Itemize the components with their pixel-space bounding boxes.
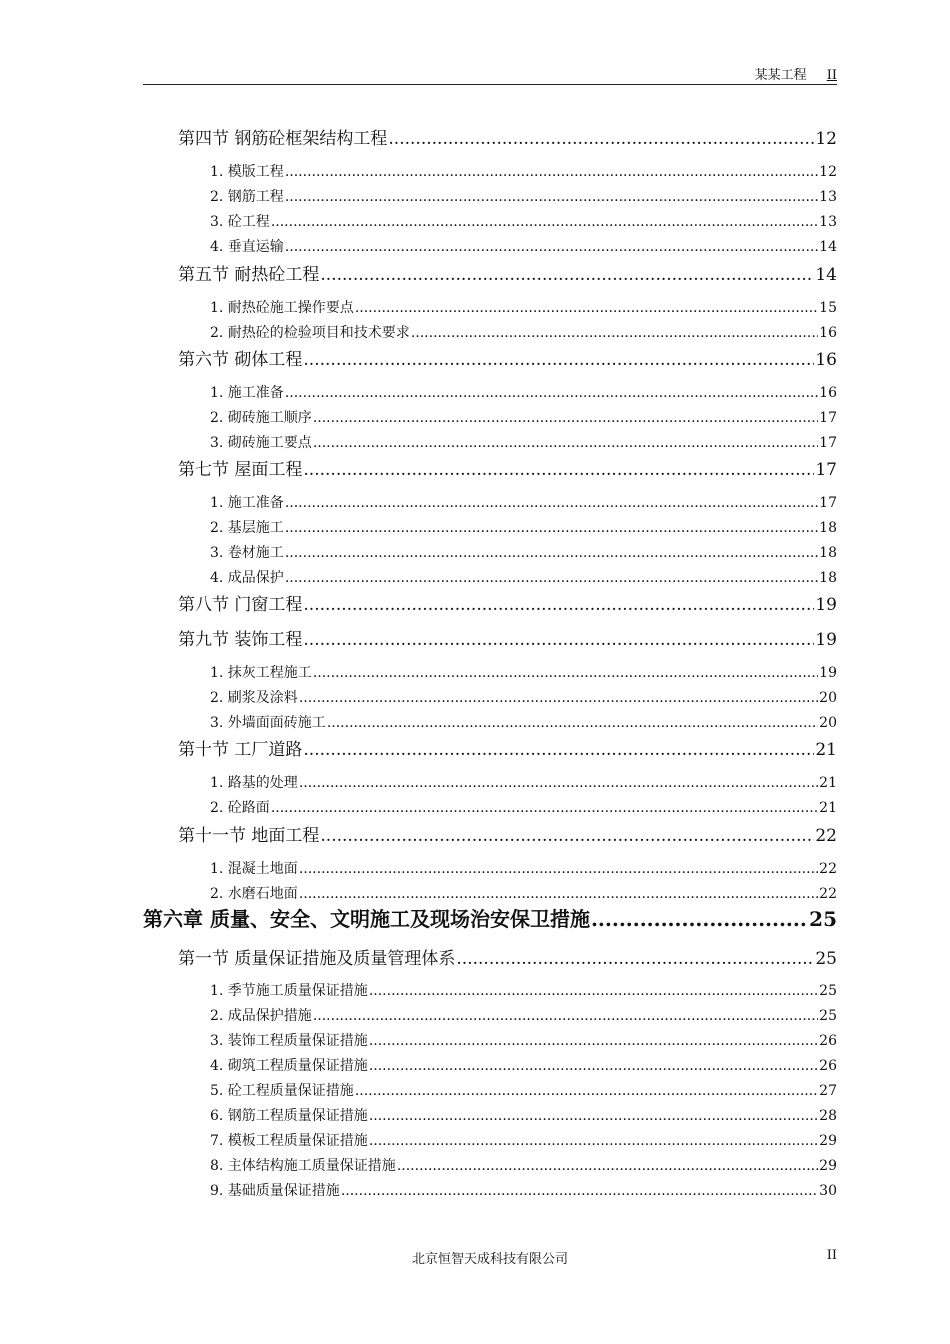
toc-entry[interactable]: [178, 625, 837, 650]
toc-entry[interactable]: [210, 858, 837, 878]
toc-entry-title: 3. 砼工程: [210, 214, 270, 230]
toc-entry-title: 6. 钢筋工程质量保证措施: [210, 1108, 368, 1124]
toc-entry[interactable]: [178, 345, 837, 370]
toc-leader-dots: [320, 265, 814, 285]
toc-entry[interactable]: [210, 1080, 837, 1100]
toc-entry-page: 22: [819, 886, 837, 902]
toc-entry-title: 第六章 质量、安全、文明施工及现场治安保卫措施: [143, 907, 590, 931]
toc-leader-dots: [397, 1158, 818, 1174]
toc-entry[interactable]: [210, 236, 837, 256]
toc-entry-page: 21: [819, 800, 837, 816]
toc-entry[interactable]: [210, 980, 837, 1000]
toc-leader-dots: [313, 435, 818, 451]
toc-entry-page: 26: [819, 1033, 837, 1049]
toc-entry-title: 第五节 耐热砼工程: [178, 265, 320, 285]
toc-entry-page: 17: [815, 460, 837, 480]
toc-leader-dots: [369, 1033, 818, 1049]
toc-entry-page: 13: [819, 189, 837, 205]
toc-entry-page: 17: [819, 495, 837, 511]
toc-leader-dots: [341, 1183, 818, 1199]
toc-leader-dots: [271, 214, 818, 230]
toc-leader-dots: [303, 740, 814, 760]
toc-entry[interactable]: [210, 517, 837, 537]
toc-entry[interactable]: [210, 1030, 837, 1050]
toc-entry-page: 28: [819, 1108, 837, 1124]
toc-entry-title: 2. 水磨石地面: [210, 886, 298, 902]
toc-leader-dots: [303, 595, 814, 615]
toc-entry-page: 25: [809, 907, 837, 931]
toc-entry-page: 26: [819, 1058, 837, 1074]
toc-leader-dots: [313, 665, 818, 681]
toc-entry-page: 14: [815, 265, 837, 285]
toc-entry-title: 第七节 屋面工程: [178, 460, 303, 480]
toc-entry-page: 29: [819, 1158, 837, 1174]
toc-leader-dots: [285, 520, 818, 536]
toc-entry-title: 1. 模版工程: [210, 164, 284, 180]
toc-entry-page: 17: [819, 410, 837, 426]
toc-entry[interactable]: [210, 797, 837, 817]
toc-entry-page: 21: [815, 740, 837, 760]
toc-leader-dots: [285, 570, 818, 586]
toc-entry[interactable]: [210, 211, 837, 231]
toc-entry[interactable]: [210, 432, 837, 452]
toc-entry-page: 14: [819, 239, 837, 255]
toc-leader-dots: [303, 630, 814, 650]
header-title: 某某工程: [754, 68, 807, 83]
toc-leader-dots: [299, 861, 818, 877]
toc-leader-dots: [299, 690, 818, 706]
toc-entry-page: 17: [819, 435, 837, 451]
toc-leader-dots: [285, 495, 818, 511]
toc-entry[interactable]: [210, 186, 837, 206]
toc-entry[interactable]: [210, 1155, 837, 1175]
toc-leader-dots: [285, 239, 818, 255]
toc-entry-title: 4. 成品保护: [210, 570, 284, 586]
toc-entry-title: 7. 模板工程质量保证措施: [210, 1133, 368, 1149]
toc-entry-title: 4. 垂直运输: [210, 239, 284, 255]
toc-entry-title: 第九节 装饰工程: [178, 630, 303, 650]
toc-entry-page: 12: [815, 129, 837, 149]
toc-leader-dots: [591, 907, 808, 931]
toc-entry[interactable]: [210, 772, 837, 792]
page-footer: [143, 1248, 837, 1268]
toc-entry-title: 2. 砼路面: [210, 800, 270, 816]
toc-entry-page: 19: [815, 630, 837, 650]
toc-entry[interactable]: [210, 712, 837, 732]
toc-leader-dots: [369, 1108, 818, 1124]
footer-page-number: II: [826, 1248, 837, 1263]
toc-leader-dots: [285, 385, 818, 401]
toc-entry-page: 15: [819, 300, 837, 316]
toc-entry[interactable]: [210, 567, 837, 587]
toc-entry[interactable]: [178, 735, 837, 760]
toc-entry[interactable]: [210, 1005, 837, 1025]
toc-leader-dots: [369, 1058, 818, 1074]
toc-entry-page: 25: [819, 983, 837, 999]
page-header: [143, 64, 837, 85]
toc-leader-dots: [369, 1133, 818, 1149]
toc-entry-page: 16: [819, 325, 837, 341]
toc-leader-dots: [355, 1083, 818, 1099]
toc-entry[interactable]: [210, 161, 837, 181]
toc-entry-title: 2. 砌砖施工顺序: [210, 410, 312, 426]
toc-leader-dots: [303, 460, 814, 480]
toc-entry-page: 25: [815, 949, 837, 969]
toc-leader-dots: [285, 545, 818, 561]
toc-entry-title: 2. 成品保护措施: [210, 1008, 312, 1024]
toc-entry[interactable]: [210, 542, 837, 562]
toc-leader-dots: [327, 715, 818, 731]
toc-leader-dots: [369, 983, 818, 999]
toc-entry-title: 1. 施工准备: [210, 495, 284, 511]
toc-entry-title: 1. 路基的处理: [210, 775, 298, 791]
toc-entry-page: 18: [819, 520, 837, 536]
toc-entry-title: 9. 基础质量保证措施: [210, 1183, 340, 1199]
toc-leader-dots: [299, 775, 818, 791]
toc-leader-dots: [456, 949, 814, 969]
toc-entry-page: 13: [819, 214, 837, 230]
toc-entry[interactable]: [178, 260, 837, 285]
toc-entry[interactable]: [210, 322, 837, 342]
toc-leader-dots: [313, 1008, 818, 1024]
toc-entry[interactable]: [210, 492, 837, 512]
toc-entry-page: 20: [819, 690, 837, 706]
toc-entry-title: 第六节 砌体工程: [178, 350, 303, 370]
toc-leader-dots: [299, 886, 818, 902]
toc-entry-title: 第四节 钢筋砼框架结构工程: [178, 129, 388, 149]
toc-entry-title: 第一节 质量保证措施及质量管理体系: [178, 949, 456, 969]
toc-entry[interactable]: [210, 407, 837, 427]
toc-entry[interactable]: [210, 1180, 837, 1200]
toc-entry-title: 8. 主体结构施工质量保证措施: [210, 1158, 396, 1174]
toc-entry-title: 1. 混凝土地面: [210, 861, 298, 877]
toc-entry-title: 2. 耐热砼的检验项目和技术要求: [210, 325, 410, 341]
toc-entry-title: 1. 耐热砼施工操作要点: [210, 300, 354, 316]
toc-entry[interactable]: [210, 382, 837, 402]
toc-entry-title: 1. 季节施工质量保证措施: [210, 983, 368, 999]
toc-entry-page: 30: [819, 1183, 837, 1199]
toc-leader-dots: [320, 826, 814, 846]
toc-entry[interactable]: [178, 944, 837, 969]
toc-entry-page: 27: [819, 1083, 837, 1099]
toc-entry[interactable]: [178, 455, 837, 480]
toc-entry[interactable]: [210, 297, 837, 317]
toc-leader-dots: [285, 189, 818, 205]
toc-entry-page: 21: [819, 775, 837, 791]
toc-entry-title: 第八节 门窗工程: [178, 595, 303, 615]
toc-leader-dots: [313, 410, 818, 426]
toc-entry[interactable]: [210, 1105, 837, 1125]
toc-entry-page: 12: [819, 164, 837, 180]
toc-entry[interactable]: [178, 124, 837, 149]
toc-entry-page: 16: [815, 350, 837, 370]
toc-leader-dots: [285, 164, 818, 180]
header-page-number: II: [826, 68, 837, 83]
toc-entry-page: 25: [819, 1008, 837, 1024]
toc-entry-title: 2. 基层施工: [210, 520, 284, 536]
toc-leader-dots: [303, 350, 814, 370]
toc-entry[interactable]: [178, 821, 837, 846]
toc-entry-title: 5. 砼工程质量保证措施: [210, 1083, 354, 1099]
toc-leader-dots: [271, 800, 818, 816]
toc-entry[interactable]: [210, 883, 837, 903]
toc-entry-title: 第十一节 地面工程: [178, 826, 320, 846]
toc-entry-title: 第十节 工厂道路: [178, 740, 303, 760]
toc-leader-dots: [355, 300, 818, 316]
toc-entry-title: 4. 砌筑工程质量保证措施: [210, 1058, 368, 1074]
toc-entry[interactable]: [210, 1055, 837, 1075]
toc-entry[interactable]: [178, 590, 837, 615]
toc-entry-title: 3. 砌砖施工要点: [210, 435, 312, 451]
toc-entry[interactable]: [210, 1130, 837, 1150]
toc-entry[interactable]: [210, 662, 837, 682]
toc-entry-page: 20: [819, 715, 837, 731]
footer-company: 北京恒智天成科技有限公司: [411, 1252, 568, 1267]
toc-entry-title: 2. 钢筋工程: [210, 189, 284, 205]
toc-entry-page: 19: [815, 595, 837, 615]
toc-entry-page: 29: [819, 1133, 837, 1149]
toc-entry-title: 1. 施工准备: [210, 385, 284, 401]
toc-entry-page: 22: [819, 861, 837, 877]
toc-entry-title: 3. 外墙面面砖施工: [210, 715, 326, 731]
toc-entry[interactable]: [143, 903, 837, 932]
toc-entry-page: 22: [815, 826, 837, 846]
toc-entry-page: 19: [819, 665, 837, 681]
toc-leader-dots: [388, 129, 814, 149]
toc-entry[interactable]: [210, 687, 837, 707]
toc-entry-title: 1. 抹灰工程施工: [210, 665, 312, 681]
toc-entry-title: 2. 刷浆及涂料: [210, 690, 298, 706]
toc-entry-page: 18: [819, 570, 837, 586]
toc-leader-dots: [411, 325, 818, 341]
toc-entry-title: 3. 卷材施工: [210, 545, 284, 561]
toc-entry-page: 18: [819, 545, 837, 561]
toc-entry-title: 3. 装饰工程质量保证措施: [210, 1033, 368, 1049]
toc-entry-page: 16: [819, 385, 837, 401]
